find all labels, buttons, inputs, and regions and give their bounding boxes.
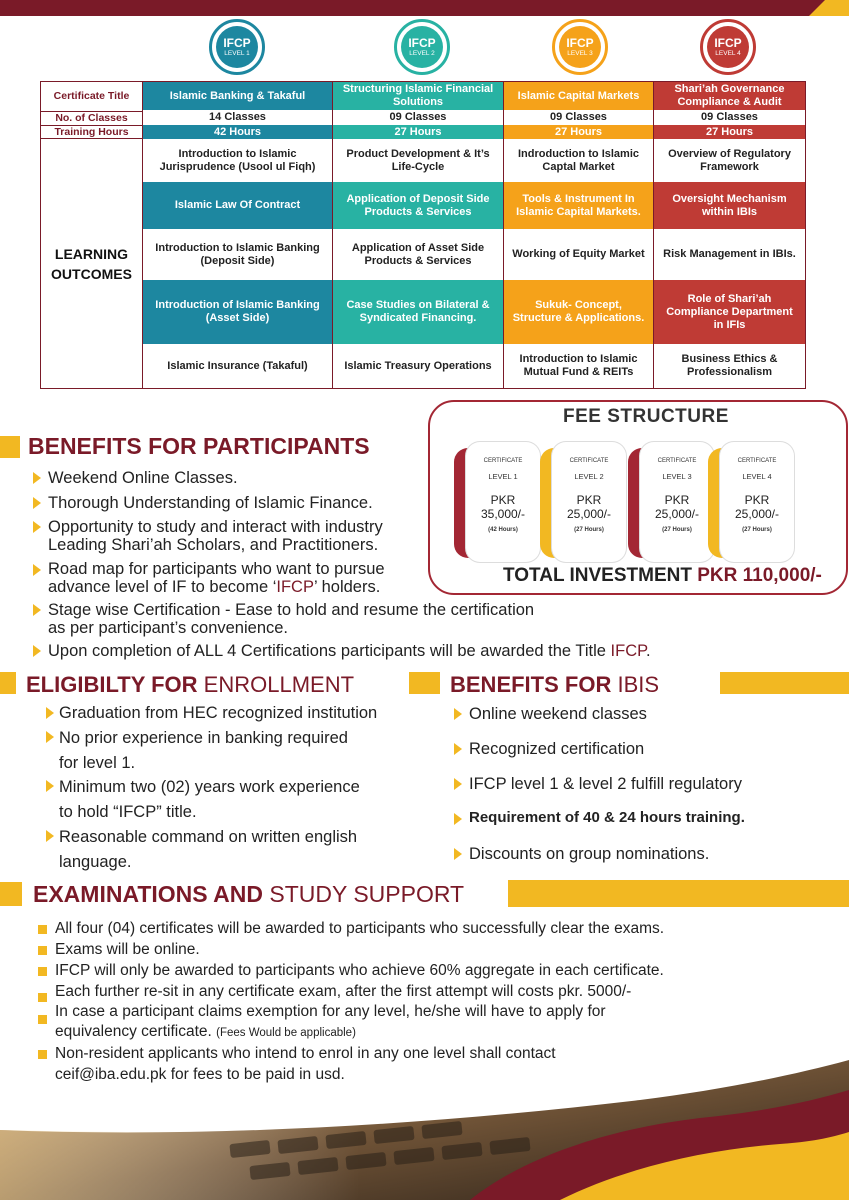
bullet-icon bbox=[38, 993, 47, 1002]
level-3-outcome: Sukuk- Concept, Structure & Applications. bbox=[504, 280, 653, 344]
section-marker bbox=[409, 672, 440, 694]
level-1-outcome: Islamic Insurance (Takaful) bbox=[143, 344, 332, 388]
card-hours: (27 Hours) bbox=[662, 527, 692, 533]
level-4-outcome: Risk Management in IBIs. bbox=[654, 229, 805, 280]
benefit-text: . bbox=[646, 642, 651, 660]
participant-benefit: Thorough Understanding of Islamic Finance. bbox=[48, 494, 373, 512]
participant-benefit bbox=[48, 578, 380, 596]
bullet-icon bbox=[454, 848, 462, 860]
card-cert: CERTIFICATE bbox=[657, 458, 697, 464]
participant-benefit: Leading Shari’ah Scholars, and Practitioners. bbox=[48, 536, 379, 554]
total-label: TOTAL INVESTMENT bbox=[503, 565, 692, 586]
exams-heading-light: STUDY SUPPORT bbox=[269, 881, 465, 907]
bullet-icon bbox=[46, 780, 54, 792]
hours-label: Training Hours bbox=[41, 125, 142, 139]
card-hours: (42 Hours) bbox=[488, 527, 518, 533]
card-level: LEVEL 3 bbox=[662, 472, 692, 481]
badge-level: LEVEL 2 bbox=[409, 49, 435, 57]
benefit-text: advance level of IF to become ‘ bbox=[48, 578, 277, 596]
exams-heading bbox=[33, 881, 464, 908]
exam-item: Exams will be online. bbox=[55, 941, 200, 958]
level-1-outcome: Introduction to Islamic Banking (Deposit Side) bbox=[143, 229, 332, 280]
learning-word: LEARNING bbox=[54, 246, 129, 262]
level-4-hours: 27 Hours bbox=[654, 125, 805, 139]
badge-level: LEVEL 4 bbox=[715, 49, 741, 57]
level-3-title: Islamic Capital Markets bbox=[504, 82, 653, 110]
card-amount: 25,000/- bbox=[566, 507, 612, 521]
bullet-icon bbox=[454, 743, 462, 755]
level-2-outcome: Application of Deposit Side Products & Services bbox=[333, 182, 503, 229]
level-2-classes: 09 Classes bbox=[333, 111, 503, 124]
bullet-icon bbox=[38, 1050, 47, 1059]
participants-heading: BENEFITS FOR PARTICIPANTS bbox=[28, 433, 370, 459]
card-currency: PKR bbox=[576, 493, 602, 507]
card-level: LEVEL 1 bbox=[488, 472, 518, 481]
bullet-icon bbox=[33, 472, 41, 484]
card-face bbox=[640, 442, 714, 562]
bullet-icon bbox=[454, 813, 462, 825]
level-1-title: Islamic Banking & Takaful bbox=[143, 82, 332, 110]
level-3-outcome: Tools & Instrument In Islamic Capital Markets. bbox=[504, 182, 653, 229]
level-3-outcome: Indroduction to Islamic Captal Market bbox=[504, 140, 653, 182]
keyboard-illustration bbox=[0, 1060, 849, 1200]
table-divider bbox=[503, 82, 504, 388]
bullet-icon bbox=[46, 731, 54, 743]
bullet-icon bbox=[454, 778, 462, 790]
card-currency: PKR bbox=[664, 493, 690, 507]
level-4-classes: 09 Classes bbox=[654, 111, 805, 124]
ibis-heading bbox=[450, 672, 659, 698]
level-4-title: Shari’ah Governance Compliance & Audit bbox=[654, 82, 805, 110]
fee-card-level-1 bbox=[466, 434, 544, 566]
card-currency: PKR bbox=[744, 493, 770, 507]
exam-item: Non-resident applicants who intend to enrol in any one level shall contact bbox=[55, 1045, 556, 1062]
level-3-classes: 09 Classes bbox=[504, 111, 653, 124]
eligibility-heading bbox=[26, 672, 362, 698]
section-marker bbox=[0, 882, 22, 906]
eligibility-item: Reasonable command on written english bbox=[59, 828, 358, 846]
fee-card-level-3 bbox=[640, 434, 718, 566]
card-hours: (27 Hours) bbox=[574, 527, 604, 533]
badge-level: LEVEL 3 bbox=[567, 49, 593, 57]
card-face bbox=[552, 442, 626, 562]
bullet-icon bbox=[454, 708, 462, 720]
eligibility-heading-bold: ELIGIBILTY FOR bbox=[26, 672, 198, 697]
table-divider bbox=[332, 82, 333, 388]
level-3-outcome: Introduction to Islamic Mutual Fund & REITs bbox=[504, 344, 653, 388]
benefit-text: ’ holders. bbox=[313, 578, 381, 596]
card-cert: CERTIFICATE bbox=[569, 458, 609, 464]
level-4-outcome: Business Ethics & Professionalism bbox=[654, 344, 805, 388]
bullet-icon bbox=[46, 830, 54, 842]
table-divider bbox=[653, 82, 654, 388]
total-value: PKR 110,000/- bbox=[697, 565, 822, 586]
badge-title: IFCP bbox=[223, 35, 251, 50]
outcomes-table bbox=[40, 81, 806, 389]
table-divider bbox=[142, 82, 143, 388]
level-1-outcome: Islamic Law Of Contract bbox=[143, 182, 332, 229]
card-hours: (27 Hours) bbox=[742, 527, 772, 533]
bottom-decoration bbox=[0, 1060, 849, 1200]
level-2-outcome: Islamic Treasury Operations bbox=[333, 344, 503, 388]
ibis-item: Discounts on group nominations. bbox=[469, 845, 710, 863]
fee-card-level-4 bbox=[720, 434, 798, 566]
bullet-icon bbox=[38, 1015, 47, 1024]
eligibility-item: No prior experience in banking required bbox=[59, 729, 348, 747]
level-2-badge bbox=[394, 19, 450, 75]
benefit-text: Upon completion of ALL 4 Certifications participants will be awarded the Title bbox=[48, 642, 611, 660]
level-2-hours: 27 Hours bbox=[333, 125, 503, 139]
level-3-hours: 27 Hours bbox=[504, 125, 653, 139]
level-3-outcome: Working of Equity Market bbox=[504, 229, 653, 280]
card-amount: 35,000/- bbox=[480, 507, 526, 521]
level-2-title: Structuring Islamic Financial Solutions bbox=[333, 82, 503, 110]
participant-benefit: as per participant’s convenience. bbox=[48, 619, 289, 637]
exam-item: Each further re-sit in any certificate exam, after the first attempt will costs pkr. 5000/- bbox=[55, 983, 632, 1000]
exam-item: ceif@iba.edu.pk for fees to be paid in usd. bbox=[55, 1066, 345, 1083]
eligibility-item: language. bbox=[59, 853, 132, 871]
bullet-icon bbox=[46, 707, 54, 719]
top-band bbox=[0, 0, 849, 16]
exam-item: All four (04) certificates will be awarded to participants who successfully clear the exams. bbox=[55, 920, 665, 937]
participant-benefit bbox=[48, 642, 651, 660]
total-investment bbox=[499, 565, 826, 587]
card-cert: CERTIFICATE bbox=[483, 458, 523, 464]
section-marker bbox=[720, 672, 849, 694]
fee-card-level-2 bbox=[552, 434, 630, 566]
card-level: LEVEL 2 bbox=[574, 472, 604, 481]
exam-note: (Fees Would be applicable) bbox=[216, 1027, 356, 1039]
card-face bbox=[720, 442, 794, 562]
card-face bbox=[466, 442, 540, 562]
exam-item: In case a participant claims exemption for any level, he/she will have to apply for bbox=[55, 1003, 606, 1020]
eligibility-item: to hold “IFCP” title. bbox=[59, 803, 197, 821]
eligibility-item: for level 1. bbox=[59, 754, 136, 772]
card-currency: PKR bbox=[490, 493, 516, 507]
outcomes-word: OUTCOMES bbox=[51, 266, 132, 282]
bullet-icon bbox=[33, 645, 41, 657]
section-marker bbox=[0, 672, 16, 694]
exam-item: IFCP will only be awarded to participants who achieve 60% aggregate in each certificate. bbox=[55, 962, 664, 979]
ifcp-highlight: IFCP bbox=[610, 642, 646, 660]
exams-heading-bold: EXAMINATIONS AND bbox=[33, 881, 263, 907]
level-2-outcome: Product Development & It’s Life-Cycle bbox=[333, 140, 503, 182]
ibis-item: Requirement of 40 & 24 hours training. bbox=[469, 809, 745, 826]
participant-benefit: Opportunity to study and interact with industry bbox=[48, 518, 383, 536]
badge-level: LEVEL 1 bbox=[224, 49, 250, 57]
eligibility-heading-light: ENROLLMENT bbox=[203, 672, 355, 697]
participant-benefit: Weekend Online Classes. bbox=[48, 469, 238, 487]
section-marker bbox=[508, 880, 849, 907]
bullet-icon bbox=[38, 946, 47, 955]
level-1-outcome: Introduction of Islamic Banking (Asset Side) bbox=[143, 280, 332, 344]
level-4-outcome: Overview of Regulatory Framework bbox=[654, 140, 805, 182]
exam-text: equivalency certificate. bbox=[55, 1023, 212, 1040]
card-amount: 25,000/- bbox=[734, 507, 780, 521]
card-cert: CERTIFICATE bbox=[737, 458, 777, 464]
card-level: LEVEL 4 bbox=[742, 472, 772, 481]
bullet-icon bbox=[33, 497, 41, 509]
bullet-icon bbox=[33, 521, 41, 533]
level-4-badge bbox=[700, 19, 756, 75]
fee-structure-title: FEE STRUCTURE bbox=[563, 406, 729, 427]
certificate-title-label: Certificate Title bbox=[53, 89, 130, 102]
ibis-item: Online weekend classes bbox=[469, 705, 647, 723]
exam-item bbox=[55, 1023, 356, 1042]
level-1-classes: 14 Classes bbox=[143, 111, 332, 124]
ibis-heading-light: IBIS bbox=[617, 672, 660, 697]
bullet-icon bbox=[33, 564, 41, 576]
learning-outcomes-label bbox=[41, 140, 142, 388]
eligibility-item: Minimum two (02) years work experience bbox=[59, 778, 360, 796]
classes-label: No. of Classes bbox=[41, 111, 142, 124]
level-2-outcome: Case Studies on Bilateral & Syndicated Financing. bbox=[333, 280, 503, 344]
participant-benefit: Road map for participants who want to pursue bbox=[48, 560, 385, 578]
bullet-icon bbox=[33, 604, 41, 616]
level-4-outcome: Oversight Mechanism within IBIs bbox=[654, 182, 805, 229]
level-1-hours: 42 Hours bbox=[143, 125, 332, 139]
badge-title: IFCP bbox=[408, 35, 436, 50]
level-1-badge bbox=[209, 19, 265, 75]
eligibility-item: Graduation from HEC recognized institution bbox=[59, 704, 378, 722]
section-marker bbox=[0, 436, 20, 458]
card-amount: 25,000/- bbox=[654, 507, 700, 521]
level-3-badge bbox=[552, 19, 608, 75]
bullet-icon bbox=[38, 925, 47, 934]
badge-title: IFCP bbox=[566, 35, 594, 50]
ibis-heading-bold: BENEFITS FOR bbox=[450, 672, 612, 697]
ifcp-highlight: IFCP bbox=[276, 578, 314, 596]
level-1-outcome: Introduction to Islamic Jurisprudence (Usool ul Fiqh) bbox=[143, 140, 332, 182]
level-2-outcome: Application of Asset Side Products & Services bbox=[333, 229, 503, 280]
bullet-icon bbox=[38, 967, 47, 976]
ibis-item: IFCP level 1 & level 2 fulfill regulatory bbox=[469, 775, 742, 793]
ibis-item: Recognized certification bbox=[469, 740, 645, 758]
participant-benefit: Stage wise Certification - Ease to hold and resume the certification bbox=[48, 601, 535, 619]
badge-title: IFCP bbox=[714, 35, 742, 50]
level-4-outcome: Role of Shari’ah Compliance Department in IFIs bbox=[654, 280, 805, 344]
